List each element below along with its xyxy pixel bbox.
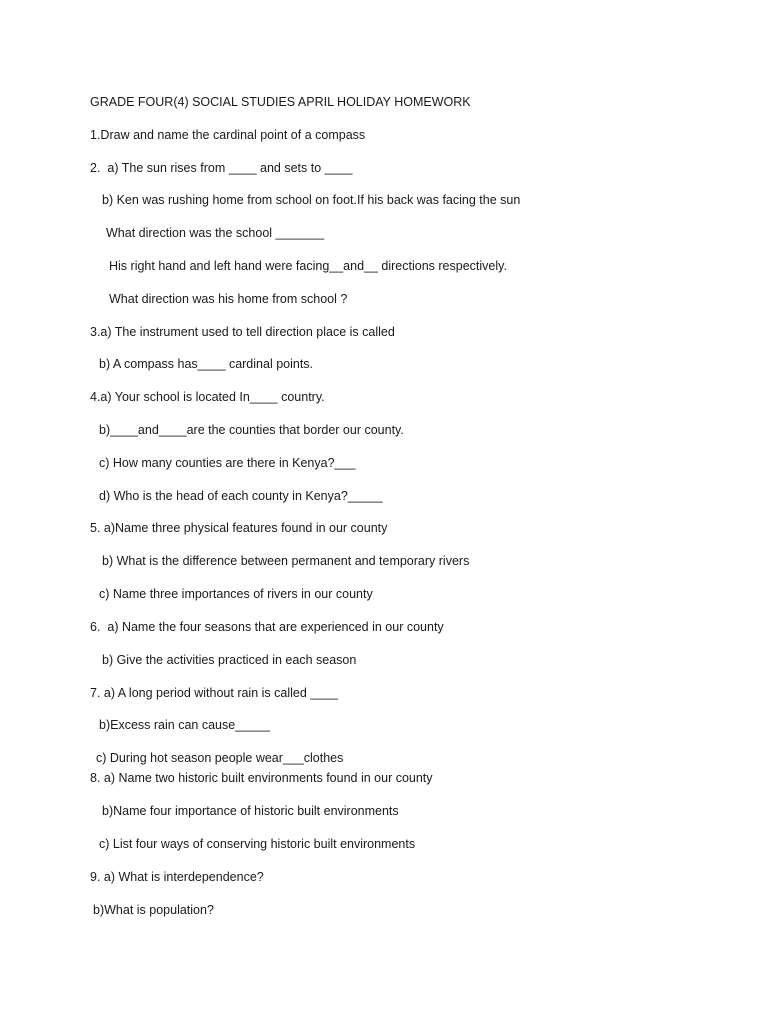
question-6b: b) Give the activities practiced in each season — [102, 653, 357, 667]
question-7c: c) During hot season people wear___clothes — [96, 751, 344, 765]
question-8a: 8. a) Name two historic built environments found in our county — [90, 771, 433, 785]
question-4c: c) How many counties are there in Kenya?___ — [99, 456, 356, 470]
question-3b: b) A compass has____ cardinal points. — [99, 357, 314, 371]
question-7a: 7. a) A long period without rain is called ____ — [90, 686, 339, 700]
question-9b: b)What is population? — [93, 903, 214, 917]
question-2b-direction-home: What direction was his home from school ? — [109, 292, 348, 306]
question-4d: d) Who is the head of each county in Kenya?_____ — [99, 489, 383, 503]
question-5b: b) What is the difference between permanent and temporary rivers — [102, 554, 470, 568]
question-9a: 9. a) What is interdependence? — [90, 870, 264, 884]
question-5a: 5. a)Name three physical features found in our county — [90, 521, 388, 535]
question-8c: c) List four ways of conserving historic built environments — [99, 837, 416, 851]
question-8b: b)Name four importance of historic built environments — [102, 804, 399, 818]
question-2b: b) Ken was rushing home from school on foot.If his back was facing the sun — [102, 193, 521, 207]
question-5c: c) Name three importances of rivers in our county — [99, 587, 373, 601]
question-6a: 6. a) Name the four seasons that are experienced in our county — [90, 620, 444, 634]
question-4a: 4.a) Your school is located In____ country. — [90, 390, 325, 404]
question-3a: 3.a) The instrument used to tell direction place is called — [90, 325, 395, 339]
question-2a: 2. a) The sun rises from ____ and sets to ____ — [90, 161, 353, 175]
question-2b-hands: His right hand and left hand were facing__and__ directions respectively. — [109, 259, 507, 273]
document-title: GRADE FOUR(4) SOCIAL STUDIES APRIL HOLIDAY HOMEWORK — [90, 95, 471, 109]
question-7b: b)Excess rain can cause_____ — [99, 718, 270, 732]
question-4b: b)____and____are the counties that border our county. — [99, 423, 404, 437]
question-1: 1.Draw and name the cardinal point of a compass — [90, 128, 366, 142]
question-2b-direction-school: What direction was the school _______ — [106, 226, 325, 240]
